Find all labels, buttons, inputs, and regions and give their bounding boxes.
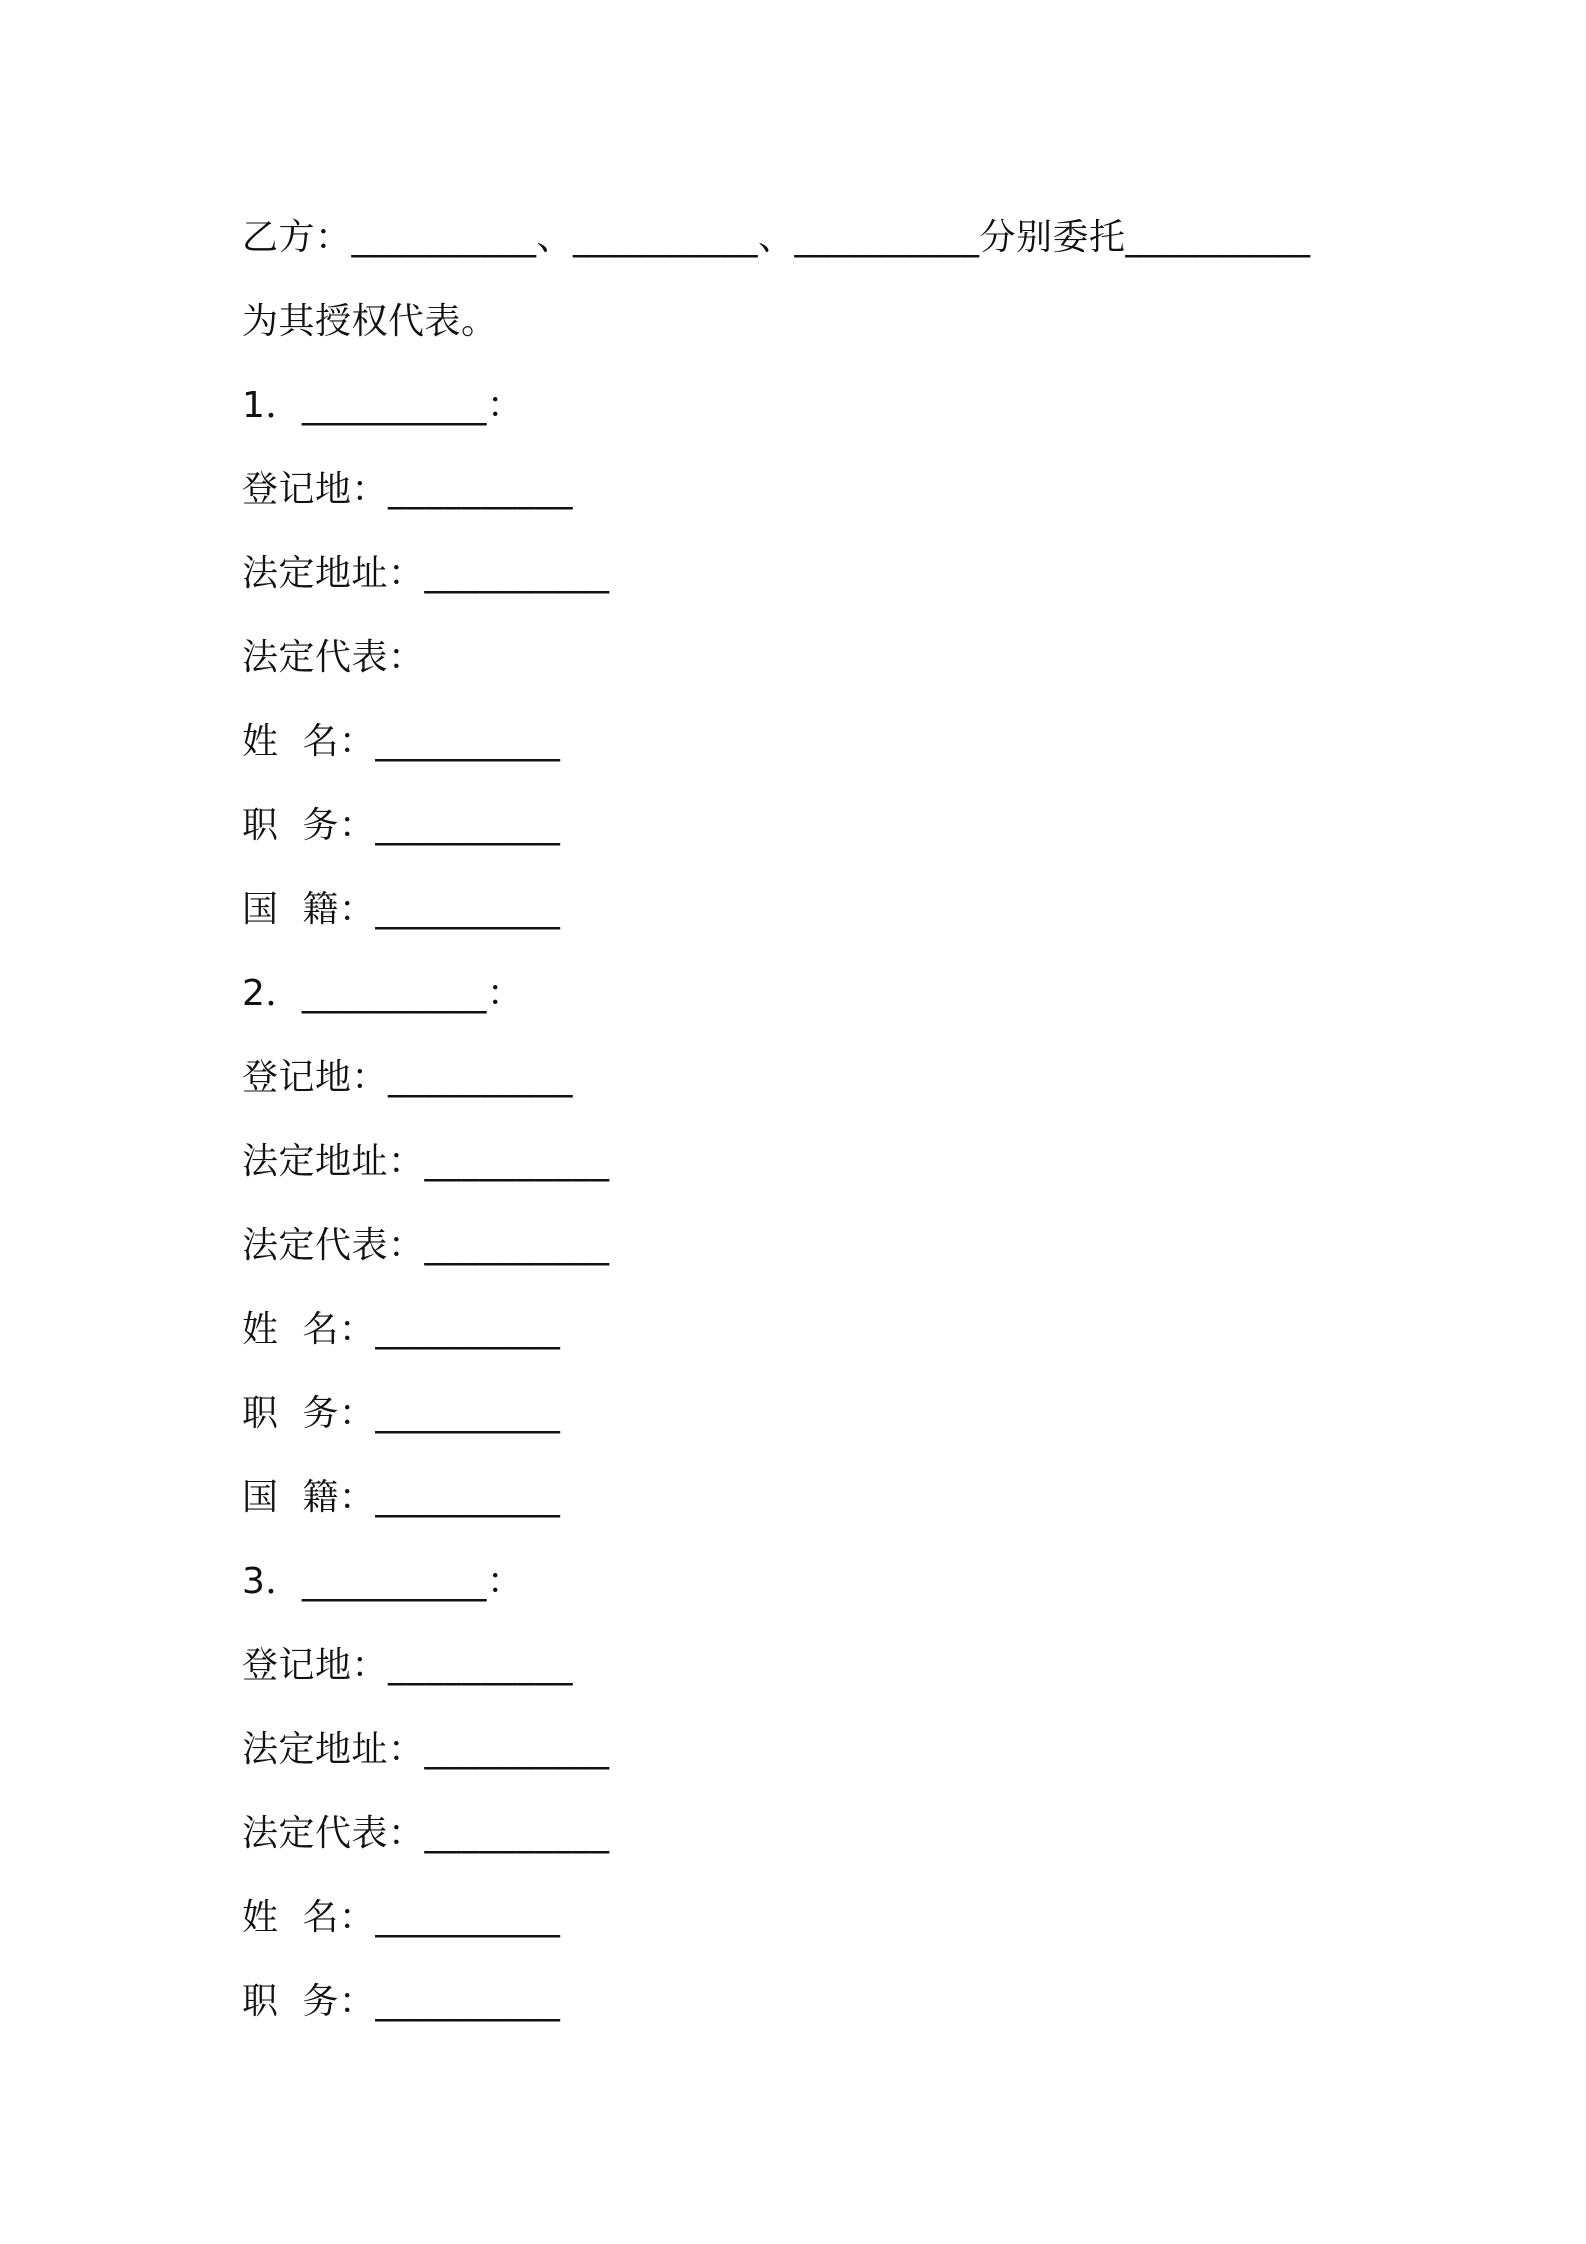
entry-2-legal-address (242, 1120, 1382, 1204)
entry-1-name (242, 700, 1382, 784)
authorization-text: 为其授权代表。 (242, 301, 498, 342)
authorization-line (242, 280, 1382, 364)
legal-address-text: 法定地址：__________ (242, 1141, 610, 1182)
entry-heading-text: 2．__________： (242, 973, 524, 1014)
legal-rep-text: 法定代表：__________ (242, 1225, 610, 1266)
entry-3-legal-address (242, 1708, 1382, 1792)
entry-2-legal-rep (242, 1204, 1382, 1288)
entry-3-registration (242, 1624, 1382, 1708)
entry-1-legal-address (242, 532, 1382, 616)
party-b-line (242, 196, 1382, 280)
entry-2-position (242, 1372, 1382, 1456)
registration-text: 登记地：__________ (242, 1057, 574, 1098)
entry-2-registration (242, 1036, 1382, 1120)
legal-rep-text: 法定代表：__________ (242, 1813, 610, 1854)
position-text: 职 务：__________ (242, 805, 561, 846)
entry-heading-text: 3．__________： (242, 1561, 524, 1602)
position-text: 职 务：__________ (242, 1393, 561, 1434)
entry-1-position (242, 784, 1382, 868)
name-text: 姓 名：__________ (242, 1309, 561, 1350)
name-text: 姓 名：__________ (242, 1897, 561, 1938)
entry-1-legal-rep (242, 616, 1382, 700)
document-body (242, 196, 1382, 2044)
entry-1-nationality (242, 868, 1382, 952)
entry-3-name (242, 1876, 1382, 1960)
entry-1-heading (242, 364, 1382, 448)
entry-2-nationality (242, 1456, 1382, 1540)
entry-2-heading (242, 952, 1382, 1036)
entry-3-heading (242, 1540, 1382, 1624)
registration-text: 登记地：__________ (242, 469, 574, 510)
entry-2-name (242, 1288, 1382, 1372)
name-text: 姓 名：__________ (242, 721, 561, 762)
legal-address-text: 法定地址：__________ (242, 553, 610, 594)
nationality-text: 国 籍：__________ (242, 1477, 561, 1518)
nationality-text: 国 籍：__________ (242, 889, 561, 930)
entry-1-registration (242, 448, 1382, 532)
entry-3-legal-rep (242, 1792, 1382, 1876)
legal-address-text: 法定地址：__________ (242, 1729, 610, 1770)
entry-heading-text: 1．__________： (242, 385, 524, 426)
legal-rep-text: 法定代表： (242, 637, 425, 678)
party-b-text: 乙方：__________、__________、__________分别委托__________ (242, 217, 1311, 258)
registration-text: 登记地：__________ (242, 1645, 574, 1686)
entry-3-position (242, 1960, 1382, 2044)
position-text: 职 务：__________ (242, 1981, 561, 2022)
